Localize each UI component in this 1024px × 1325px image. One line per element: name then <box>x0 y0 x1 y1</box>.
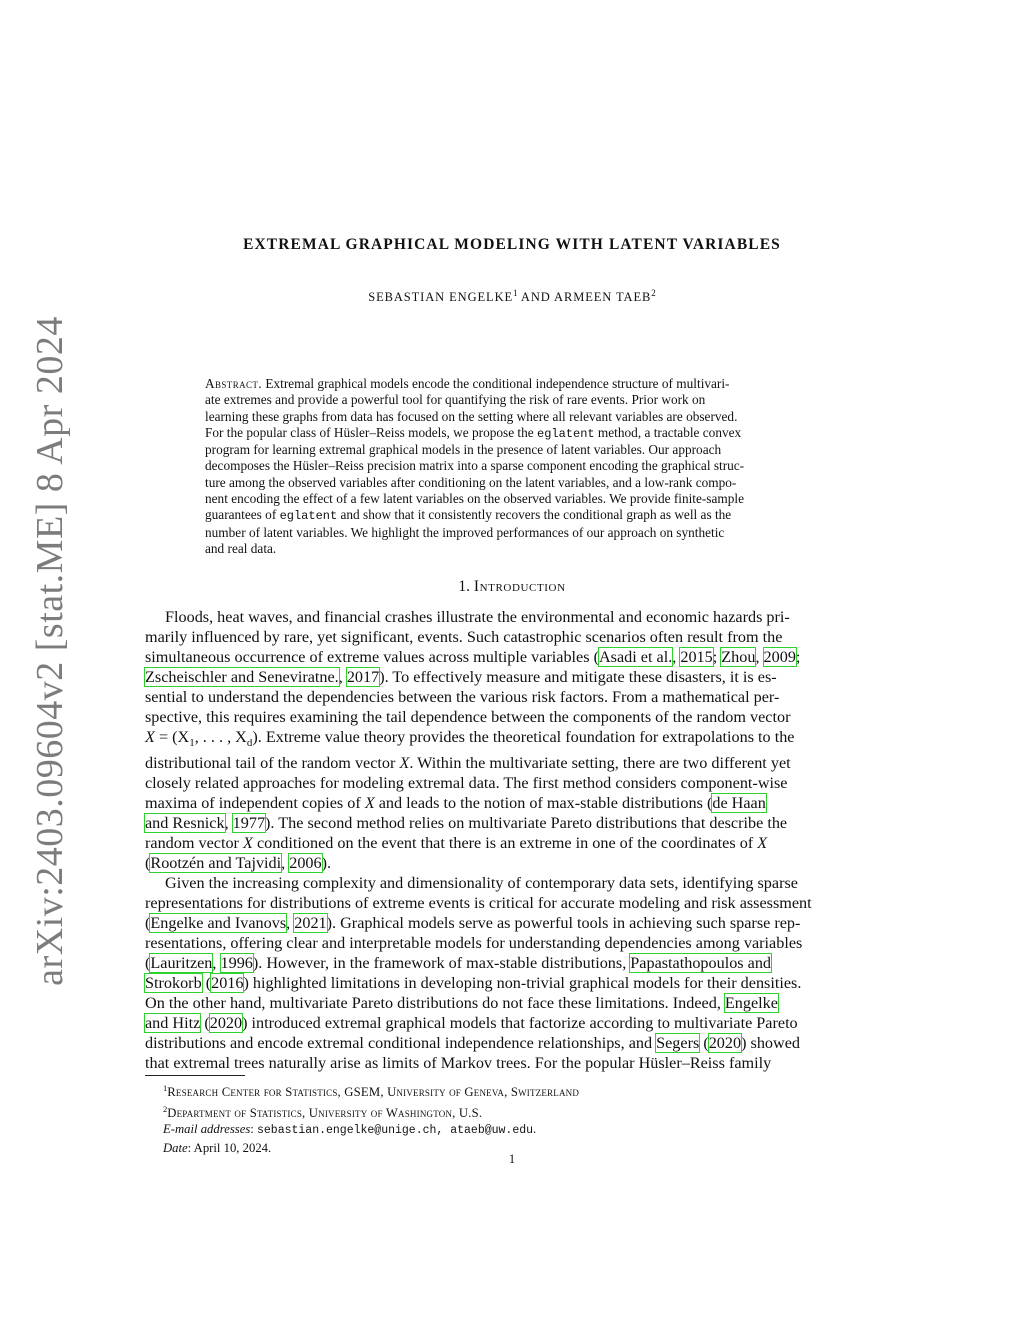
abstract-line <box>205 376 819 392</box>
body-line <box>145 953 879 973</box>
math-variable: X <box>757 834 768 853</box>
body-text: ( <box>145 854 151 873</box>
body-line <box>145 793 879 813</box>
body-text: , <box>224 814 233 833</box>
footnote-text: : April 10, 2024. <box>187 1140 272 1155</box>
author-1: SEBASTIAN ENGELKE <box>368 290 514 305</box>
page-number: 1 <box>508 1152 516 1166</box>
math-subscript: d <box>246 737 253 750</box>
body-text: random vector <box>145 834 243 853</box>
body-text: ). Extreme value theory provides the theoretical foundation for extrapolations to the <box>252 728 795 746</box>
footnote-mark: 1 <box>163 1083 168 1093</box>
body-text: . Within the multivariate setting, there are two different yet <box>409 754 791 773</box>
body-line <box>145 853 879 873</box>
citation-link[interactable]: 2020 <box>209 1014 243 1033</box>
body-text: , <box>286 914 295 933</box>
footnote-affiliation-2 <box>163 1101 579 1122</box>
body-text: , <box>281 854 290 873</box>
footnotes <box>163 1080 579 1156</box>
citation-link[interactable]: Zscheischler and Seneviratne. <box>145 668 339 686</box>
introduction-body <box>145 607 879 1073</box>
body-text: ( <box>201 974 212 993</box>
author-1-affiliation-mark: 1 <box>513 288 518 298</box>
method-name: eglatent <box>279 509 338 524</box>
abstract <box>205 376 819 557</box>
citation-link[interactable]: Asadi et al. <box>598 648 673 666</box>
abstract-text: method, a tractable convex <box>594 424 742 440</box>
body-text: ). However, in the framework of max-stable distributions, <box>252 954 631 973</box>
body-text: ; <box>795 648 801 666</box>
citation-link[interactable]: 2016 <box>211 974 244 993</box>
footnote-affiliation-1 <box>163 1080 579 1101</box>
body-text: ). To effectively measure and mitigate these disasters, it is es- <box>379 668 777 686</box>
abstract-line: program for learning extremal graphical models in the presence of latent variables. Our approach <box>205 442 722 458</box>
body-text: ( <box>200 1014 210 1033</box>
citation-link[interactable]: Segers <box>656 1034 700 1053</box>
paper-title: EXTREMAL GRAPHICAL MODELING WITH LATENT VARIABLES <box>243 236 781 253</box>
body-line <box>145 667 879 687</box>
footnote-text: Research Center for Statistics, GSEM, University of Geneva, Switzerland <box>167 1085 580 1100</box>
abstract-line: number of latent variables. We highlight the improved performances of our approach on synthetic <box>205 524 725 540</box>
body-text: ) introduced extremal graphical models that factorize according to multivariate Pareto <box>242 1014 798 1033</box>
section-heading-introduction <box>0 578 1024 596</box>
body-text: ). <box>321 854 332 873</box>
citation-link[interactable]: Engelke <box>724 994 778 1013</box>
body-line: spective, this requires examining the tail dependence between the components of the random vector <box>145 708 791 726</box>
citation-link[interactable]: 1977 <box>232 814 266 833</box>
body-line <box>145 913 879 933</box>
body-text: ). Graphical models serve as powerful tools in achieving such sparse rep- <box>326 914 801 933</box>
citation-link[interactable]: 2009 <box>763 648 796 666</box>
body-text: distributional tail of the random vector <box>145 754 400 773</box>
abstract-line: and real data. <box>205 540 277 556</box>
method-name: eglatent <box>537 426 595 441</box>
body-text: and leads to the notion of max-stable distributions ( <box>374 794 713 813</box>
body-text: maxima of independent copies of <box>145 794 365 813</box>
author-connector: AND <box>520 290 551 305</box>
body-line: Given the increasing complexity and dimensionality of contemporary data sets, identifying sparse <box>165 874 798 893</box>
abstract-line: learning these graphs from data has focused on the setting where all relevant variables are observed. <box>205 408 738 424</box>
arxiv-identifier-stamp <box>29 316 71 986</box>
math-variable: X <box>243 834 253 853</box>
abstract-text: guarantees of <box>205 507 280 523</box>
footnote-text: Department of Statistics, University of Washington, U.S. <box>167 1105 483 1120</box>
citation-link[interactable]: and Resnick <box>145 814 225 833</box>
citation-link[interactable]: and Hitz <box>145 1014 201 1033</box>
citation-link[interactable]: de Haan <box>712 794 766 813</box>
citation-link[interactable]: Rootzén and Tajvidi <box>150 854 282 873</box>
abstract-line: ture among the observed variables after conditioning on the latent variables, and a low-rank compo- <box>205 474 737 490</box>
body-line <box>145 813 879 833</box>
abstract-line <box>205 507 819 524</box>
abstract-text: For the popular class of Hüsler–Reiss models, we propose the <box>205 424 537 440</box>
math-variable: X <box>364 794 375 813</box>
body-line <box>145 1033 879 1053</box>
body-text: , <box>212 954 221 973</box>
body-text: ) showed <box>741 1034 800 1053</box>
footnote-text: : <box>250 1122 257 1137</box>
body-text: ( <box>145 954 151 973</box>
citation-link[interactable]: 2015 <box>680 648 713 666</box>
body-line <box>145 727 879 753</box>
abstract-heading: Abstract. <box>205 376 263 391</box>
citation-link[interactable]: Lauritzen <box>150 954 213 973</box>
abstract-text: Extremal graphical models encode the conditional independence structure of multivari- <box>262 376 730 391</box>
body-line <box>145 1013 879 1033</box>
abstract-line: nent encoding the effect of a few latent variables on the observed variables. We provide finite-sample <box>205 491 744 507</box>
citation-link[interactable]: 2017 <box>346 668 380 686</box>
abstract-line: ate extremes and provide a powerful tool for quantifying the risk of rare events. Prior work on <box>205 392 706 408</box>
footnote-text: . <box>533 1122 537 1137</box>
author-2: ARMEEN TAEB <box>554 290 652 305</box>
body-line: that extremal trees naturally arise as limits of Markov trees. For the popular Hüsler–Reiss family <box>145 1054 772 1073</box>
email-addresses[interactable]: sebastian.engelke@unige.ch, ataeb@uw.edu <box>256 1124 534 1138</box>
body-line: resentations, offering clear and interpretable models for understanding dependencies among variables <box>145 934 803 953</box>
author-line <box>0 288 1024 305</box>
body-text: , <box>755 648 764 666</box>
body-text: , <box>672 648 681 666</box>
body-text: ( <box>145 914 151 933</box>
body-line <box>145 993 879 1013</box>
body-text: simultaneous occurrence of extreme values across multiple variables ( <box>145 648 599 666</box>
body-text: ; <box>712 648 722 666</box>
body-line <box>145 647 879 667</box>
body-line: Floods, heat waves, and financial crashes illustrate the environmental and economic hazards pri- <box>165 608 790 626</box>
abstract-text: and show that it consistently recovers the conditional graph as well as the <box>337 507 732 523</box>
footnote-emails <box>163 1121 579 1140</box>
footnote-label: E-mail addresses <box>163 1122 251 1137</box>
math-variable: X <box>399 754 410 773</box>
citation-link[interactable]: 2020 <box>708 1034 742 1053</box>
math-text: = (X <box>154 728 190 746</box>
body-line: marily influenced by rare, yet significant, events. Such catastrophic scenarios often result from the <box>145 628 783 646</box>
footnote-mark: 2 <box>163 1103 168 1114</box>
body-line <box>145 973 879 993</box>
section-title: Introduction <box>473 578 566 595</box>
body-line: sential to understand the dependencies between the various risk factors. From a mathematical per- <box>145 688 780 706</box>
math-subscript: 1 <box>189 737 195 750</box>
body-text: ) highlighted limitations in developing non-trivial graphical models for their densities. <box>243 974 802 993</box>
citation-link[interactable]: Engelke and Ivanovs <box>150 914 287 933</box>
citation-link[interactable]: 2006 <box>289 854 322 873</box>
body-text: ). The second method relies on multivariate Pareto distributions that describe the <box>265 814 788 833</box>
math-text: , . . . , X <box>194 728 247 746</box>
citation-link[interactable]: Papastathopoulos and <box>630 954 772 973</box>
citation-link[interactable]: Strokorb <box>145 974 202 993</box>
citation-link[interactable]: 1996 <box>220 954 253 973</box>
body-text: conditioned on the event that there is an extreme in one of the coordinates of <box>252 834 758 853</box>
author-2-affiliation-mark: 2 <box>651 288 656 298</box>
body-text: distributions and encode extremal conditional independence relationships, and <box>145 1034 657 1053</box>
body-line: representations for distributions of extreme events is critical for accurate modeling and risk assessment <box>145 894 812 913</box>
body-text: , <box>338 668 347 686</box>
footnote-label: Date <box>163 1140 188 1155</box>
arxiv-id-text: arXiv:2403.09604v2 [stat.ME] 8 Apr 2024 <box>29 316 71 986</box>
math-variable: X <box>145 728 155 746</box>
abstract-line <box>205 425 819 442</box>
section-number: 1. <box>458 578 470 595</box>
body-line: closely related approaches for modeling extremal data. The first method considers component-wise <box>145 774 788 793</box>
abstract-line: decomposes the Hüsler–Reiss precision matrix into a sparse component encoding the graphical struc- <box>205 458 745 474</box>
body-text: ( <box>699 1034 709 1053</box>
body-text: On the other hand, multivariate Pareto distributions do not face these limitations. Indeed, <box>145 994 725 1013</box>
body-line <box>145 753 879 773</box>
citation-link[interactable]: 2021 <box>294 914 327 933</box>
footnote-divider <box>145 1075 245 1076</box>
citation-link[interactable]: Zhou <box>721 648 756 666</box>
body-line <box>145 833 879 853</box>
